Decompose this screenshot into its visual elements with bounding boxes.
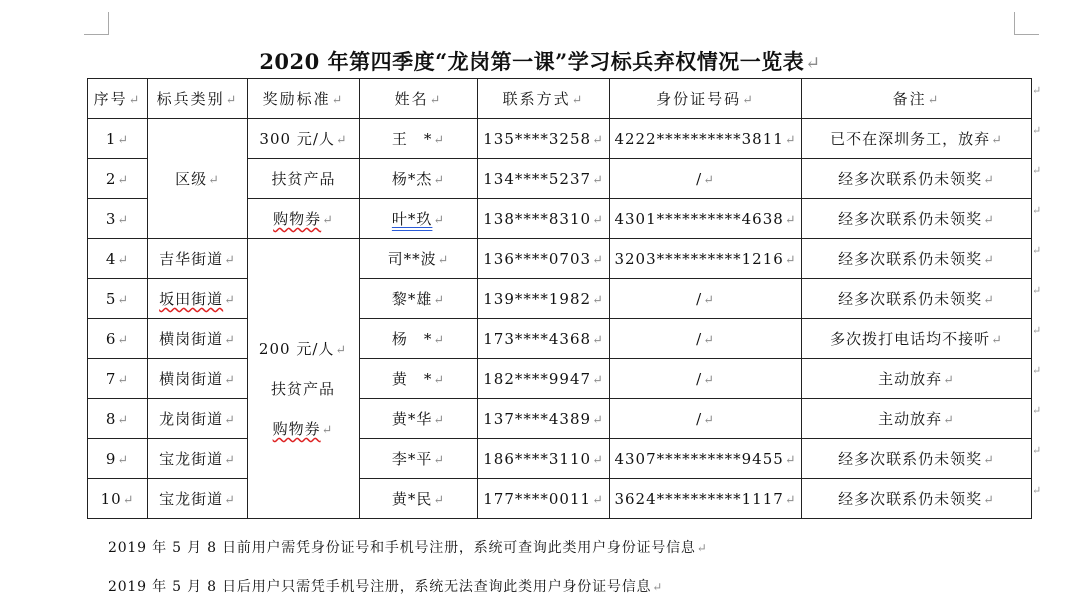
cell-seq: 1↵ <box>88 119 148 159</box>
cell-name: 杨 *↵ <box>360 319 478 359</box>
table-row <box>88 239 1032 279</box>
cell-remarks: 多次拨打电话均不接听↵ <box>802 319 1032 359</box>
row-end-mark: ↵ <box>1032 204 1042 217</box>
cell-standard-line: 300 元/人↵ <box>248 119 360 159</box>
header-seq: 序号↵ <box>88 79 148 119</box>
cell-standard-line: 扶贫产品 <box>248 159 360 199</box>
document-title: 2020 年第四季度“龙岗第一课”学习标兵弃权情况一览表↵ <box>259 49 821 74</box>
cell-id-number: 4301**********4638↵ <box>610 199 802 239</box>
standard-200-line-3: 购物券↵ <box>272 420 334 438</box>
cell-name: 李*平↵ <box>360 439 478 479</box>
cell-contact: 137****4389↵ <box>478 399 610 439</box>
cell-contact: 173****4368↵ <box>478 319 610 359</box>
cell-id-number: 3203**********1216↵ <box>610 239 802 279</box>
cell-contact: 182****9947↵ <box>478 359 610 399</box>
cell-category: 宝龙街道↵ <box>148 439 248 479</box>
cell-name: 黄*华↵ <box>360 399 478 439</box>
cell-name: 黎*雄↵ <box>360 279 478 319</box>
standard-200-line-2: 扶贫产品 <box>270 380 335 398</box>
standard-200-line-1: 200 元/人↵ <box>258 340 348 358</box>
cell-remarks: 主动放弃↵ <box>802 359 1032 399</box>
header-standard: 奖励标准↵ <box>248 79 360 119</box>
cell-remarks: 经多次联系仍未领奖↵ <box>802 439 1032 479</box>
cell-seq: 9↵ <box>88 439 148 479</box>
cell-seq: 8↵ <box>88 399 148 439</box>
header-remarks: 备注↵ <box>802 79 1032 119</box>
cell-id-number: /↵ <box>610 279 802 319</box>
header-name: 姓名↵ <box>360 79 478 119</box>
table-row <box>88 119 1032 159</box>
cell-seq: 7↵ <box>88 359 148 399</box>
cell-standard-line: 购物券↵ <box>248 199 360 239</box>
cell-id-number: 4307**********9455↵ <box>610 439 802 479</box>
cell-remarks: 主动放弃↵ <box>802 399 1032 439</box>
crop-mark-top-left <box>84 12 109 35</box>
cell-id-number: 4222**********3811↵ <box>610 119 802 159</box>
row-end-mark: ↵ <box>1032 124 1042 137</box>
table-row <box>88 479 1032 519</box>
cell-category: 吉华街道↵ <box>148 239 248 279</box>
table-row <box>88 439 1032 479</box>
cell-name: 黄 *↵ <box>360 359 478 399</box>
cell-id-number: /↵ <box>610 359 802 399</box>
cell-seq: 4↵ <box>88 239 148 279</box>
row-end-mark: ↵ <box>1032 84 1042 97</box>
cell-category-merged: 区级↵ <box>148 119 248 239</box>
cell-contact: 134****5237↵ <box>478 159 610 199</box>
row-end-mark: ↵ <box>1032 284 1042 297</box>
cell-remarks: 经多次联系仍未领奖↵ <box>802 479 1032 519</box>
cell-category: 宝龙街道↵ <box>148 479 248 519</box>
cell-id-number: /↵ <box>610 159 802 199</box>
cell-remarks: 经多次联系仍未领奖↵ <box>802 279 1032 319</box>
cell-category: 龙岗街道↵ <box>148 399 248 439</box>
crop-mark-top-right <box>1014 12 1039 35</box>
cell-id-number: /↵ <box>610 399 802 439</box>
footnote-2: 2019 年 5 月 8 日后用户只需凭手机号注册，系统无法查询此类用户身份证号信息↵ <box>108 579 664 595</box>
header-row <box>88 79 1032 119</box>
row-end-mark: ↵ <box>1032 244 1042 257</box>
row-end-mark: ↵ <box>1032 444 1042 457</box>
row-end-mark: ↵ <box>1032 364 1042 377</box>
table-row <box>88 279 1032 319</box>
cell-category: 横岗街道↵ <box>148 319 248 359</box>
cell-seq: 10↵ <box>88 479 148 519</box>
cell-remarks: 经多次联系仍未领奖↵ <box>802 239 1032 279</box>
cell-remarks: 经多次联系仍未领奖↵ <box>802 199 1032 239</box>
cell-contact: 177****0011↵ <box>478 479 610 519</box>
cell-remarks: 经多次联系仍未领奖↵ <box>802 159 1032 199</box>
cell-seq: 3↵ <box>88 199 148 239</box>
cell-category: 坂田街道↵ <box>148 279 248 319</box>
cell-contact: 135****3258↵ <box>478 119 610 159</box>
cell-name: 黄*民↵ <box>360 479 478 519</box>
table-row <box>88 359 1032 399</box>
cell-contact: 138****8310↵ <box>478 199 610 239</box>
cell-remarks: 已不在深圳务工，放弃↵ <box>802 119 1032 159</box>
cell-id-number: /↵ <box>610 319 802 359</box>
cell-contact: 186****3110↵ <box>478 439 610 479</box>
table-row <box>88 319 1032 359</box>
cell-name: 王 *↵ <box>360 119 478 159</box>
row-end-mark: ↵ <box>1032 404 1042 417</box>
header-contact: 联系方式↵ <box>478 79 610 119</box>
header-category: 标兵类别↵ <box>148 79 248 119</box>
cell-seq: 2↵ <box>88 159 148 199</box>
cell-name: 司**波↵ <box>360 239 478 279</box>
cell-name: 叶*玖↵ <box>360 199 478 239</box>
cell-category: 横岗街道↵ <box>148 359 248 399</box>
cell-seq: 5↵ <box>88 279 148 319</box>
row-end-mark: ↵ <box>1032 484 1042 497</box>
footnote-1: 2019 年 5 月 8 日前用户需凭身份证号和手机号注册，系统可查询此类用户身份证号信息↵ <box>108 540 708 556</box>
cell-seq: 6↵ <box>88 319 148 359</box>
table-row <box>88 399 1032 439</box>
cell-contact: 139****1982↵ <box>478 279 610 319</box>
row-end-mark: ↵ <box>1032 324 1042 337</box>
cell-id-number: 3624**********1117↵ <box>610 479 802 519</box>
roster-table <box>87 78 1032 519</box>
row-end-mark: ↵ <box>1032 164 1042 177</box>
cell-contact: 136****0703↵ <box>478 239 610 279</box>
cell-name: 杨*杰↵ <box>360 159 478 199</box>
header-id-number: 身份证号码↵ <box>610 79 802 119</box>
